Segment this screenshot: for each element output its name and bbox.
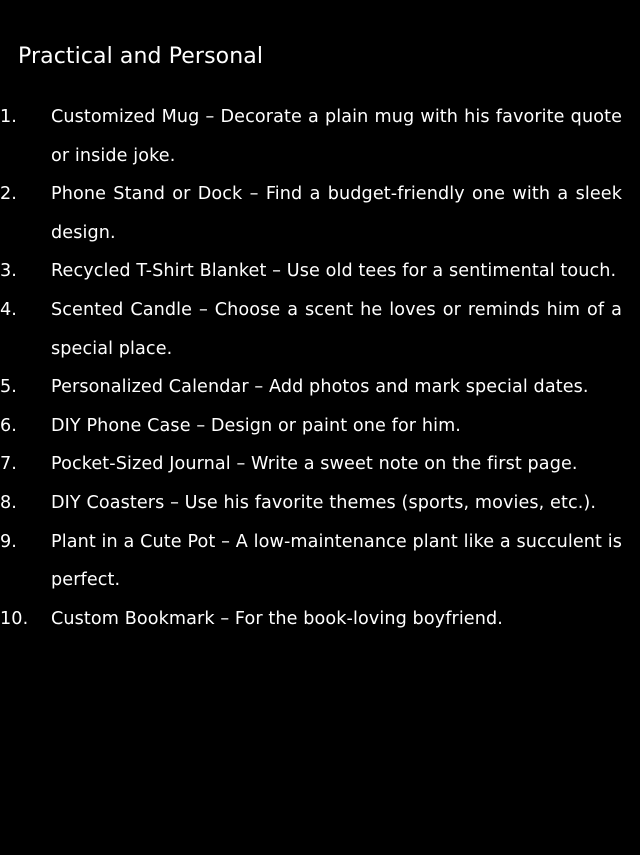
- list-item-text: Personalized Calendar – Add photos and mark special dates.: [51, 377, 589, 398]
- list-item: [0, 407, 640, 446]
- list-item-number: 3.: [0, 261, 17, 282]
- list-item-text: Phone Stand or Dock – Find a budget-friendly one with a sleek design.: [51, 184, 622, 243]
- list-item-number: 8.: [0, 492, 17, 513]
- list-item-text: Plant in a Cute Pot – A low-maintenance plant like a succulent is perfect.: [51, 531, 622, 591]
- list-item-text: DIY Phone Case – Design or paint one for him.: [51, 415, 461, 436]
- list-item-text: Customized Mug – Decorate a plain mug with his favorite quote or inside joke.: [51, 107, 622, 166]
- section-heading: Practical and Personal: [18, 44, 264, 69]
- list-item-text: DIY Coasters – Use his favorite themes (sports, movies, etc.).: [51, 492, 597, 513]
- list-item: [0, 98, 640, 175]
- list-item-text: Recycled T-Shirt Blanket – Use old tees for a sentimental touch.: [51, 261, 617, 282]
- list-item: [0, 484, 640, 523]
- list-item-text: Scented Candle – Choose a scent he loves or reminds him of a special place.: [51, 299, 622, 359]
- list-item-number: 2.: [0, 184, 17, 205]
- list-item-number: 6.: [0, 415, 17, 436]
- list-item: [0, 252, 640, 291]
- list-item: [0, 175, 640, 252]
- list-item-text: Pocket-Sized Journal – Write a sweet note on the first page.: [51, 454, 578, 475]
- list-item: [0, 291, 640, 368]
- list-item-number: 10.: [0, 608, 29, 629]
- gift-list: [0, 98, 640, 638]
- list-item-number: 9.: [0, 531, 17, 552]
- list-item-text: Custom Bookmark – For the book-loving boyfriend.: [51, 608, 503, 629]
- list-item: [0, 523, 640, 600]
- list-item: [0, 368, 640, 407]
- list-item: [0, 600, 640, 639]
- list-item-number: 4.: [0, 299, 17, 320]
- list-item-number: 1.: [0, 107, 17, 127]
- list-item: [0, 445, 640, 484]
- list-item-number: 5.: [0, 377, 17, 398]
- list-item-number: 7.: [0, 454, 17, 475]
